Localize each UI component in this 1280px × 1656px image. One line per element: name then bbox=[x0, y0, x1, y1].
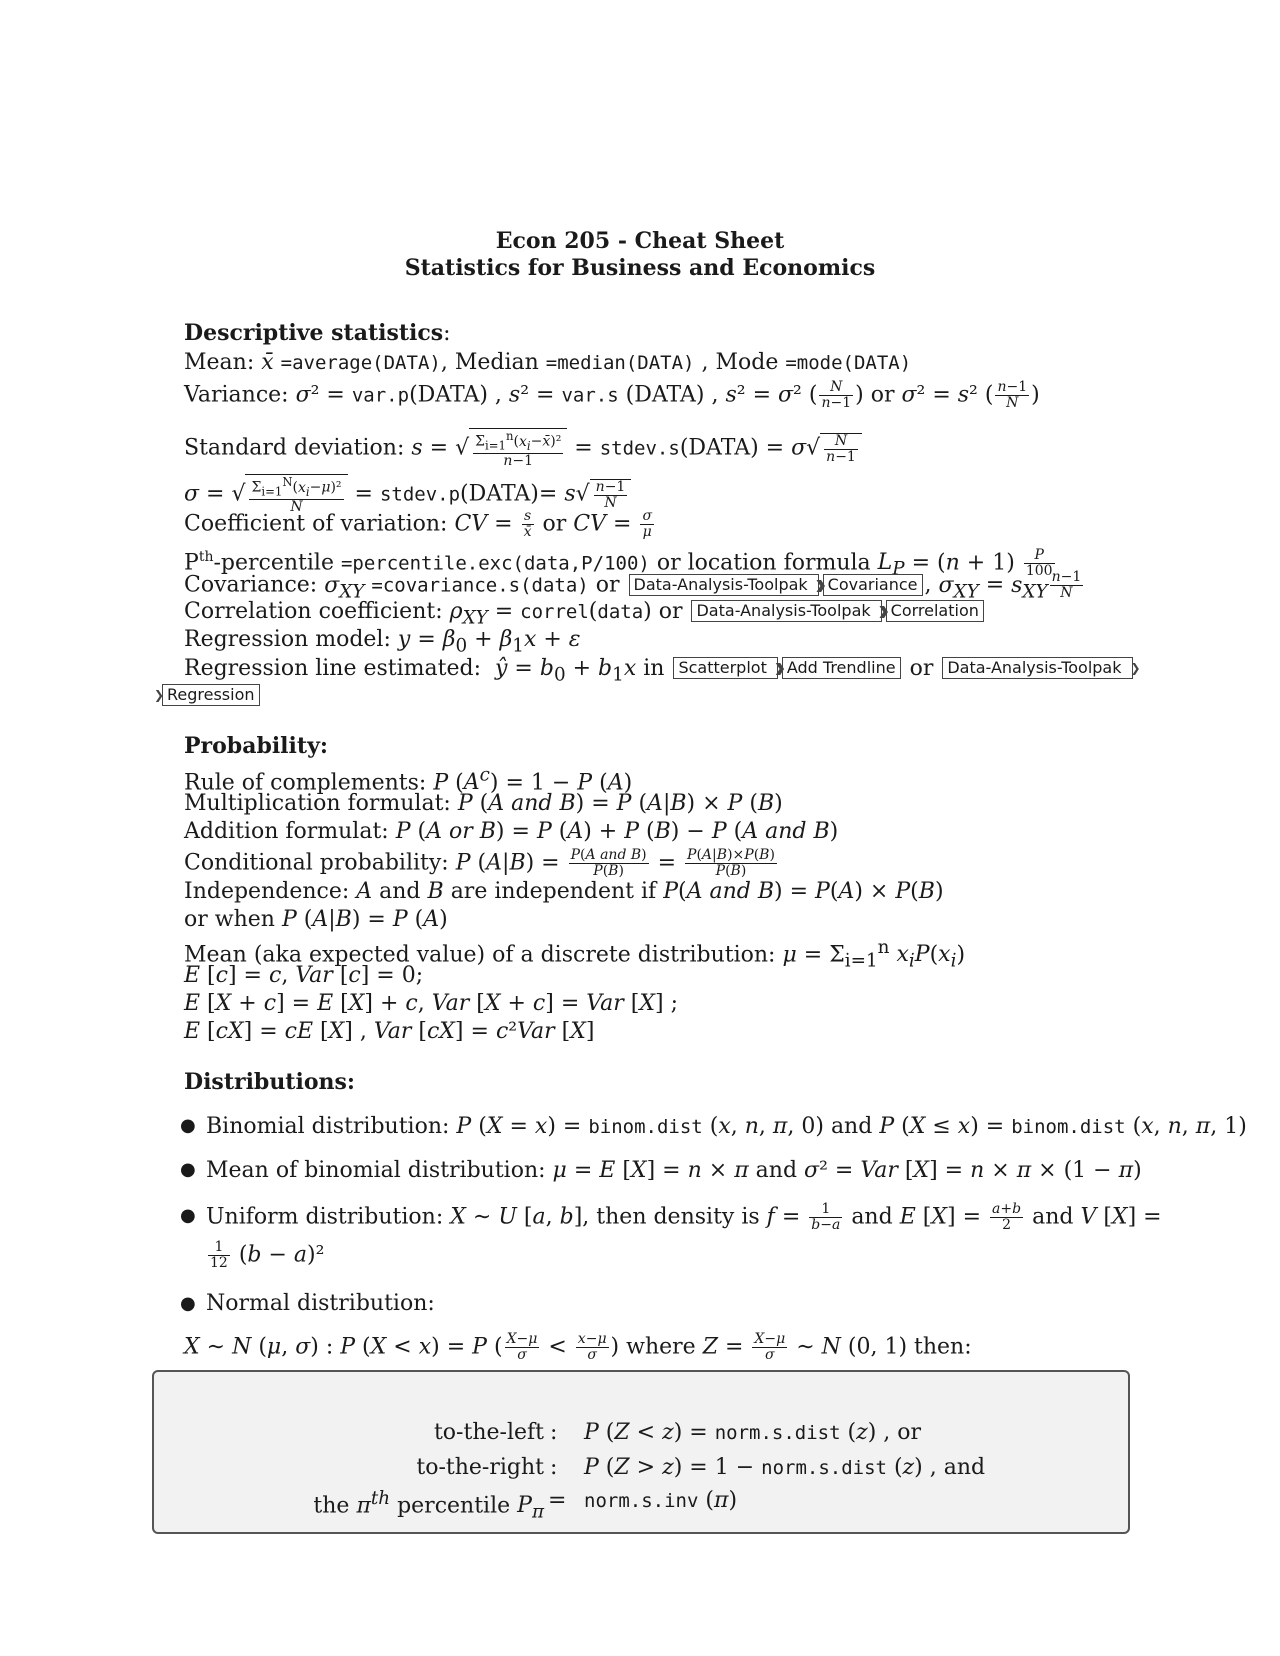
bullet-icon: ● bbox=[180, 1159, 196, 1180]
correlation-line: Correlation coefficient: $\rho_{XY}$ = correl(data) or Data-Analysis-Toolpak ❯❯ Correlation bbox=[184, 598, 986, 632]
page-subtitle: Statistics for Business and Economics bbox=[404, 255, 876, 281]
menu-regression: ❯ Regression bbox=[162, 684, 260, 706]
menu-trendline: ❯ Add Trendline bbox=[782, 657, 901, 679]
multiplication-line: Multiplication formulat: P (A and B) = P (A|B) × P (B) bbox=[184, 791, 783, 816]
menu-toolpak-2: Data-Analysis-Toolpak ❯ bbox=[691, 600, 881, 622]
reg-model-line: Regression model: $y = \beta_0 + \beta_1x + \varepsilon$ bbox=[184, 627, 581, 657]
box-left-formula: P (Z < z) = norm.s.dist (z) , or bbox=[584, 1420, 922, 1445]
mean-binomial-line: Mean of binomial distribution: μ = E [X] = n × π and σ² = Var [X] = n × π × (1 − π) bbox=[206, 1158, 1142, 1183]
mean-line: Mean: x̄ =average(DATA), Median =median(DATA) , Mode =mode(DATA) bbox=[184, 350, 912, 375]
stdev-s-line: Standard deviation: s = √ $\frac{\Sigma_{i=1}^n(x_i-x̄)^2}{n-1}$ = stdev.s(DATA) = σ√ $\frac{N}{n-1}$ bbox=[184, 428, 862, 469]
box-pct-label: the $\pi^{th}$ percentile $P_\pi$ bbox=[313, 1488, 544, 1523]
variance-line: Variance: σ² = var.p(DATA) , s² = var.s (DATA) , s² = σ² ( $\frac{N}{n-1}$ ) or σ² = s² ( $\frac{n-1}{N}$ ) bbox=[184, 379, 1040, 411]
section-distributions: Distributions: bbox=[184, 1069, 356, 1095]
box-pct-formula: norm.s.inv (π) bbox=[584, 1488, 738, 1513]
addition-line: Addition formulat: P (A or B) = P (A) + P (B) − P (A and B) bbox=[184, 819, 839, 844]
expect-scale-line: E [cX] = cE [X] , Var [cX] = c²Var [X] bbox=[184, 1019, 595, 1044]
section-descriptive: Descriptive statistics: bbox=[184, 320, 451, 346]
uniform-cont: $\frac{1}{12}$ (b − a)² bbox=[210, 1239, 325, 1271]
binomial-line: Binomial distribution: P (X = x) = binom.dist (x, n, π, 0) and P (X ≤ x) = binom.dist (x, n, π, 1) bbox=[206, 1114, 1247, 1139]
conditional-line: Conditional probability: P (A|B) = $\frac{\text{P(A and B)}}{P(B)}$ = $\frac{P(A|B)\times P(B)}{P(B)}$ bbox=[184, 847, 775, 879]
menu-toolpak: Data-Analysis-Toolpak ❯ bbox=[629, 574, 819, 596]
independence-line: Independence: A and B are independent if P(A and B) = P(A) × P(B) bbox=[184, 879, 944, 904]
bullet-icon: ● bbox=[180, 1293, 196, 1314]
stdev-p-line: σ = √ $\frac{\Sigma_{i=1}^N(x_i-\mu)^2}{N}$ = stdev.p(DATA)= s√ $\frac{n-1}{N}$ bbox=[184, 474, 631, 515]
expect-const-line: E [c] = c, Var [c] = 0; bbox=[184, 963, 424, 988]
box-right-label: to-the-right bbox=[416, 1455, 544, 1480]
expect-shift-line: E [X + c] = E [X] + c, Var [X + c] = Var [X] ; bbox=[184, 991, 679, 1016]
or-when-line: or when P (A|B) = P (A) bbox=[184, 907, 448, 932]
complements-line: Rule of complements: P $(A^c) = 1 - P$ (A) bbox=[184, 765, 633, 796]
mean-discrete-line: Mean (aka expected value) of a discrete distribution: $\mu = \Sigma_{i=1}^n$ $x_iP(x_i)$ bbox=[184, 937, 966, 972]
normal-formula: X ∼ N (μ, σ) : P (X < x) = P ( $\frac{X-\mu}{\sigma}$ < $\frac{x-\mu}{\sigma}$ ) where Z = $\frac{X-\mu}{\sigma}$ ∼ N (0, 1) then: bbox=[184, 1331, 972, 1363]
covariance-line: Covariance: $\sigma_{XY}$ =covariance.s(data) or Data-Analysis-Toolpak ❯❯ Covariance , $\sigma_{XY} = s_{XY}$ $\frac{n-1}{N}$ bbox=[184, 570, 1085, 606]
percentile-line: $P^{th}$-percentile =percentile.exc(data,P/100) or location formula $L_P = (n + 1)$ $\frac{P}{100}$ bbox=[184, 546, 1053, 580]
menu-correlation: ❯ Correlation bbox=[886, 600, 984, 622]
cv-line: Coefficient of variation: CV = $\frac{s}{x̄}$ or CV = $\frac{\sigma}{\mu}$ bbox=[184, 508, 652, 540]
normal-summary-box: to-the-left : P (Z < z) = norm.s.dist (z) , or to-the-right : P (Z > z) = 1 − norm.s.dist (z) , and the $\pi^{th}$ percentile $P_\pi$ = norm.s.inv (π) bbox=[152, 1370, 1130, 1534]
section-probability: Probability: bbox=[184, 733, 328, 759]
menu-toolpak-3: Data-Analysis-Toolpak ❯ bbox=[942, 657, 1132, 679]
menu-covariance: ❯ Covariance bbox=[823, 574, 923, 596]
normal-line: Normal distribution: bbox=[206, 1291, 435, 1316]
page-title: Econ 205 - Cheat Sheet bbox=[495, 228, 785, 254]
menu-scatterplot: Scatterplot ❯ bbox=[673, 657, 777, 679]
box-right-formula: P (Z > z) = 1 − norm.s.dist (z) , and bbox=[584, 1455, 986, 1480]
uniform-line: Uniform distribution: X ∼ U [a, b], then density is f = $\frac{1}{b-a}$ and E [X] = $\frac{a+b}{2}$ and V [X] = bbox=[206, 1201, 1162, 1233]
box-left-label: to-the-left bbox=[433, 1420, 544, 1445]
bullet-icon: ● bbox=[180, 1205, 196, 1226]
reg-continuation bbox=[152, 682, 262, 710]
reg-line: Regression line estimated: ŷ = $b_0 + b_1x$ in Scatterplot ❯❯ Add Trendline or Data-Analysis-Toolpak ❯ bbox=[184, 655, 1135, 689]
bullet-icon: ● bbox=[180, 1115, 196, 1136]
